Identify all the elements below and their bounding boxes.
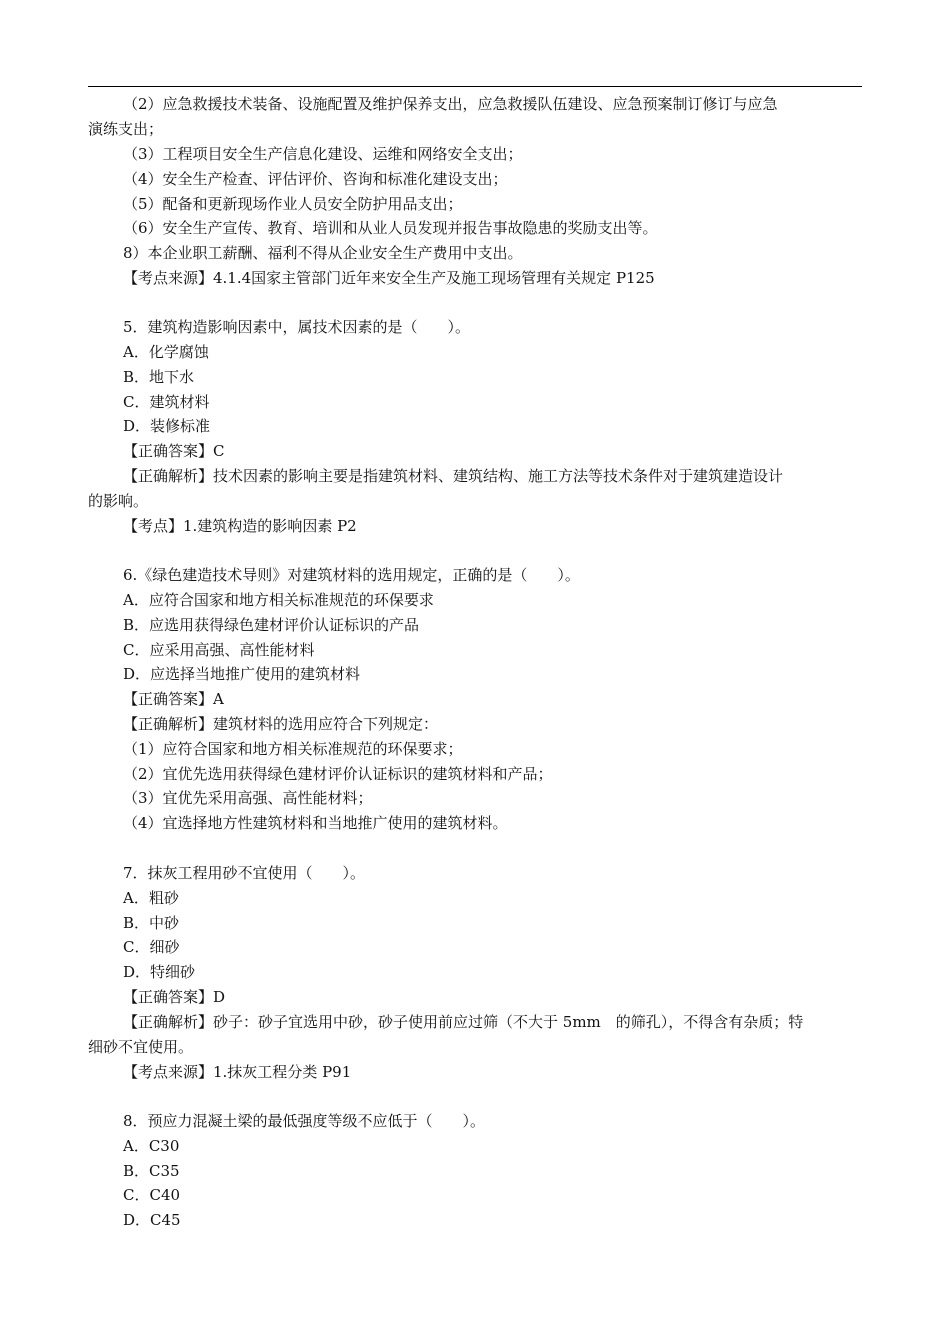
intro-line-6: （6）安全生产宣传、教育、培训和从业人员发现并报告事故隐患的奖励支出等。 bbox=[123, 219, 658, 237]
q5-option-b: B．地下水 bbox=[123, 368, 195, 386]
q6-option-b: B．应选用获得绿色建材评价认证标识的产品 bbox=[123, 616, 420, 634]
q8-option-c: C．C40 bbox=[123, 1186, 181, 1204]
q6-option-c: C．应采用高强、高性能材料 bbox=[123, 641, 315, 659]
q6-option-d: D．应选择当地推广使用的建筑材料 bbox=[123, 665, 361, 683]
q7-source: 【考点来源】1.抹灰工程分类 P91 bbox=[123, 1063, 352, 1081]
q6-analysis: 【正确解析】建筑材料的选用应符合下列规定： bbox=[123, 715, 439, 733]
q7-option-a: A．粗砂 bbox=[123, 889, 179, 907]
q7-option-d: D．特细砂 bbox=[123, 963, 196, 981]
q7-stem: 7．抹灰工程用砂不宜使用（ ）。 bbox=[123, 864, 366, 882]
q5-stem: 5．建筑构造影响因素中，属技术因素的是（ ）。 bbox=[123, 318, 471, 336]
q5-option-c: C．建筑材料 bbox=[123, 393, 210, 411]
q6-option-a: A．应符合国家和地方相关标准规范的环保要求 bbox=[123, 591, 434, 609]
header-rule bbox=[88, 86, 862, 87]
intro-source: 【考点来源】4.1.4国家主管部门近年来安全生产及施工现场管理有关规定 P125 bbox=[123, 269, 655, 287]
q7-answer: 【正确答案】D bbox=[123, 988, 226, 1006]
intro-line-3: （3）工程项目安全生产信息化建设、运维和网络安全支出； bbox=[123, 145, 523, 163]
q5-source: 【考点】1.建筑构造的影响因素 P2 bbox=[123, 517, 357, 535]
q7-option-c: C．细砂 bbox=[123, 938, 180, 956]
q5-analysis-line-2: 的影响。 bbox=[88, 492, 149, 510]
q6-answer: 【正确答案】A bbox=[123, 690, 224, 708]
q6-point-4: （4）宜选择地方性建筑材料和当地推广使用的建筑材料。 bbox=[123, 814, 508, 832]
q7-option-b: B．中砂 bbox=[123, 914, 180, 932]
q6-point-3: （3）宜优先采用高强、高性能材料； bbox=[123, 789, 373, 807]
q5-answer: 【正确答案】C bbox=[123, 442, 225, 460]
q5-option-a: A．化学腐蚀 bbox=[123, 343, 209, 361]
q5-analysis-line-1: 【正确解析】技术因素的影响主要是指建筑材料、建筑结构、施工方法等技术条件对于建筑建造设计 bbox=[123, 467, 784, 485]
q8-stem: 8．预应力混凝土梁的最低强度等级不应低于（ ）。 bbox=[123, 1112, 486, 1130]
q6-stem: 6.《绿色建造技术导则》对建筑材料的选用规定，正确的是（ ）。 bbox=[123, 566, 580, 584]
intro-line-5: （5）配备和更新现场作业人员安全防护用品支出； bbox=[123, 195, 463, 213]
q8-option-a: A．C30 bbox=[123, 1137, 180, 1155]
intro-line-7: 8）本企业职工薪酬、福利不得从企业安全生产费用中支出。 bbox=[123, 244, 523, 262]
intro-line-2: 演练支出； bbox=[88, 120, 164, 138]
q5-option-d: D．装修标准 bbox=[123, 417, 211, 435]
q6-point-1: （1）应符合国家和地方相关标准规范的环保要求； bbox=[123, 740, 463, 758]
q8-option-b: B．C35 bbox=[123, 1162, 180, 1180]
intro-line-4: （4）安全生产检查、评估评价、咨询和标准化建设支出； bbox=[123, 170, 508, 188]
intro-line-1: （2）应急救援技术装备、设施配置及维护保养支出，应急救援队伍建设、应急预案制订修订与应急 bbox=[123, 95, 778, 113]
q7-analysis-line-1: 【正确解析】砂子：砂子宜选用中砂，砂子使用前应过筛（不大于 5mm 的筛孔），不得含有杂质；特 bbox=[123, 1013, 804, 1031]
q8-option-d: D．C45 bbox=[123, 1211, 181, 1229]
q7-analysis-line-2: 细砂不宜使用。 bbox=[88, 1038, 194, 1056]
q6-point-2: （2）宜优先选用获得绿色建材评价认证标识的建筑材料和产品； bbox=[123, 765, 553, 783]
